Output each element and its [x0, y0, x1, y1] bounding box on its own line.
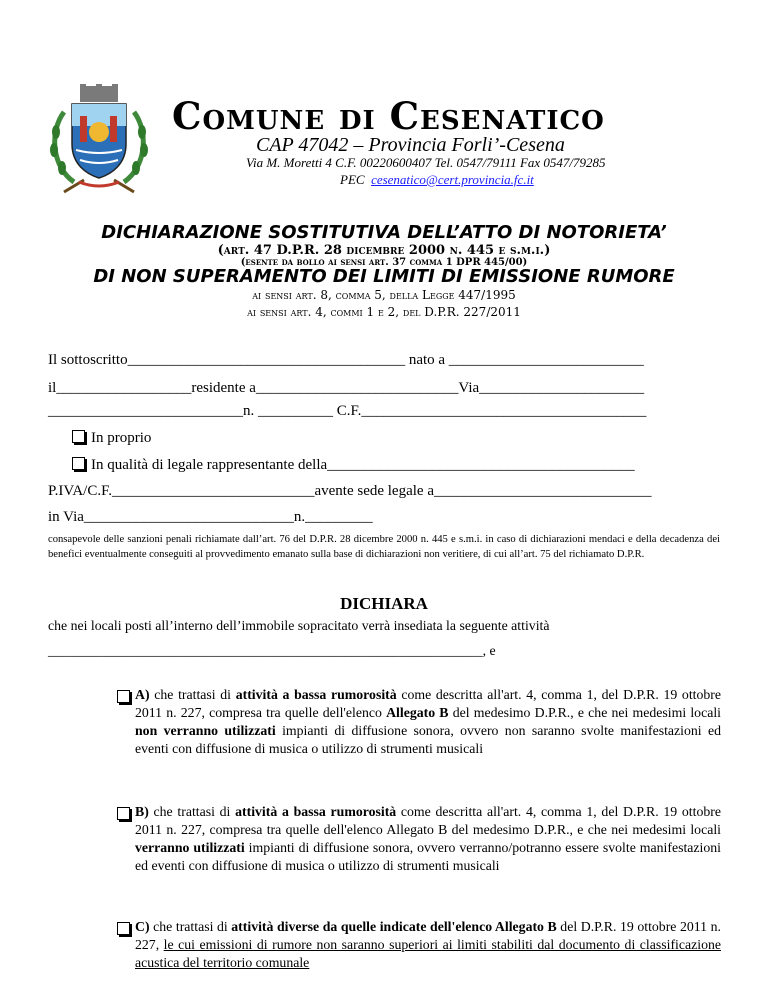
heading-law-ref: (art. 47 D.P.R. 28 dicembre 2000 n. 445 e s.m.i.) — [217, 243, 551, 258]
option-legal-rep[interactable] — [72, 457, 635, 474]
option-a[interactable] — [117, 686, 721, 758]
heading-dpr-ref: ai sensi art. 4, commi 1 e 2, del D.P.R. 227/2011 — [247, 305, 521, 319]
form-row-residence[interactable]: il__________________residente a___________________________Via______________________ — [48, 380, 645, 396]
dichiara-intro: che nei locali posti all’interno dell’immobile sopracitato verrà insediata la seguente attività — [48, 618, 550, 633]
checkbox-icon[interactable] — [72, 457, 85, 470]
municipality-address: Via M. Moretti 4 C.F. 00220600407 Tel. 0547/79111 Fax 0547/79285 — [246, 155, 606, 170]
checkbox-icon[interactable] — [117, 690, 130, 703]
option-in-proprio[interactable] — [72, 430, 151, 447]
option-c-text: C) che trattasi di attività diverse da quelle indicate dell'elenco Allegato B del D.P.R. 19 ottobre 2011 n. 227, le cui emissioni di rumore non saranno superiori ai limiti stabiliti dal documento di classificazione acustica del territorio comunale — [135, 919, 721, 970]
option-c[interactable] — [117, 918, 721, 972]
checkbox-icon[interactable] — [72, 430, 85, 443]
dichiara-title: DICHIARA — [340, 594, 428, 613]
municipality-subtitle: CAP 47042 – Provincia Forli’-Cesena — [256, 134, 565, 156]
option-b[interactable] — [117, 803, 721, 875]
disclaimer-text: consapevole delle sanzioni penali richiamate dall’art. 76 del D.P.R. 28 dicembre 2000 n. 445 e s.m.i. in caso di dichiarazioni mendaci e della decadenza dei benefici eventualmente conseguiti al provvedimento emanato sulla base di dichiarazioni non veritiere, di cui all’art. 75 del richiamato D.P.R. — [48, 534, 720, 560]
option-legal-rep-label: In qualità di legale rappresentante della_________________________________________ — [91, 457, 635, 473]
pec-email-link[interactable]: cesenatico@cert.provincia.fc.it — [371, 172, 534, 187]
heading-exemption: (esente da bollo ai sensi art. 37 comma 1 DPR 445/00) — [240, 257, 528, 268]
heading-declaration: DICHIARAZIONE SOSTITUTIVA DELL’ATTO DI NOTORIETA’ — [101, 222, 667, 243]
checkbox-icon[interactable] — [117, 807, 130, 820]
heading-noise-limits: DI NON SUPERAMENTO DEI LIMITI DI EMISSIONE RUMORE — [93, 266, 675, 287]
pec-line — [340, 172, 534, 188]
form-row-cf[interactable]: __________________________n. __________ C.F.______________________________________ — [48, 403, 647, 419]
coat-of-arms-logo — [44, 82, 154, 194]
option-in-proprio-label: In proprio — [91, 430, 152, 446]
pec-label: PEC — [340, 172, 365, 187]
option-a-text: A) che trattasi di attività a bassa rumorosità come descritta all'art. 4, comma 1, del D.P.R. 19 ottobre 2011 n. 227, compresa tra quelle dell'elenco Allegato B del medesimo D.P.R., e che nei medesimi locali non verranno utilizzati impianti di diffusione sonora, ovvero non saranno svolte manifestazioni ed eventi con diffusione di musica o utilizzo di strumenti musicali — [135, 687, 722, 756]
form-row-name[interactable]: Il sottoscritto_____________________________________ nato a __________________________ — [48, 352, 644, 368]
municipality-title: Comune di Cesenatico — [172, 94, 605, 138]
checkbox-icon[interactable] — [117, 922, 130, 935]
heading-legge-ref: ai sensi art. 8, comma 5, della Legge 447/1995 — [252, 288, 516, 302]
form-row-via[interactable]: in Via____________________________n._________ — [48, 509, 373, 525]
option-b-text: B) che trattasi di attività a bassa rumorosità come descritta all'art. 4, comma 1, del D.P.R. 19 ottobre 2011 n. 227, compresa tra quelle dell'elenco Allegato B del medesimo D.P.R., e che nei medesimi locali verranno utilizzati impianti di diffusione sonora, ovvero verranno/potranno essere svolte manifestazioni ed eventi con diffusione di musica o utilizzo di strumenti musicali — [135, 804, 721, 873]
activity-blank[interactable]: _______________________________________________________________, e — [48, 643, 496, 658]
form-row-piva[interactable]: P.IVA/C.F.___________________________avente sede legale a_____________________________ — [48, 483, 652, 499]
